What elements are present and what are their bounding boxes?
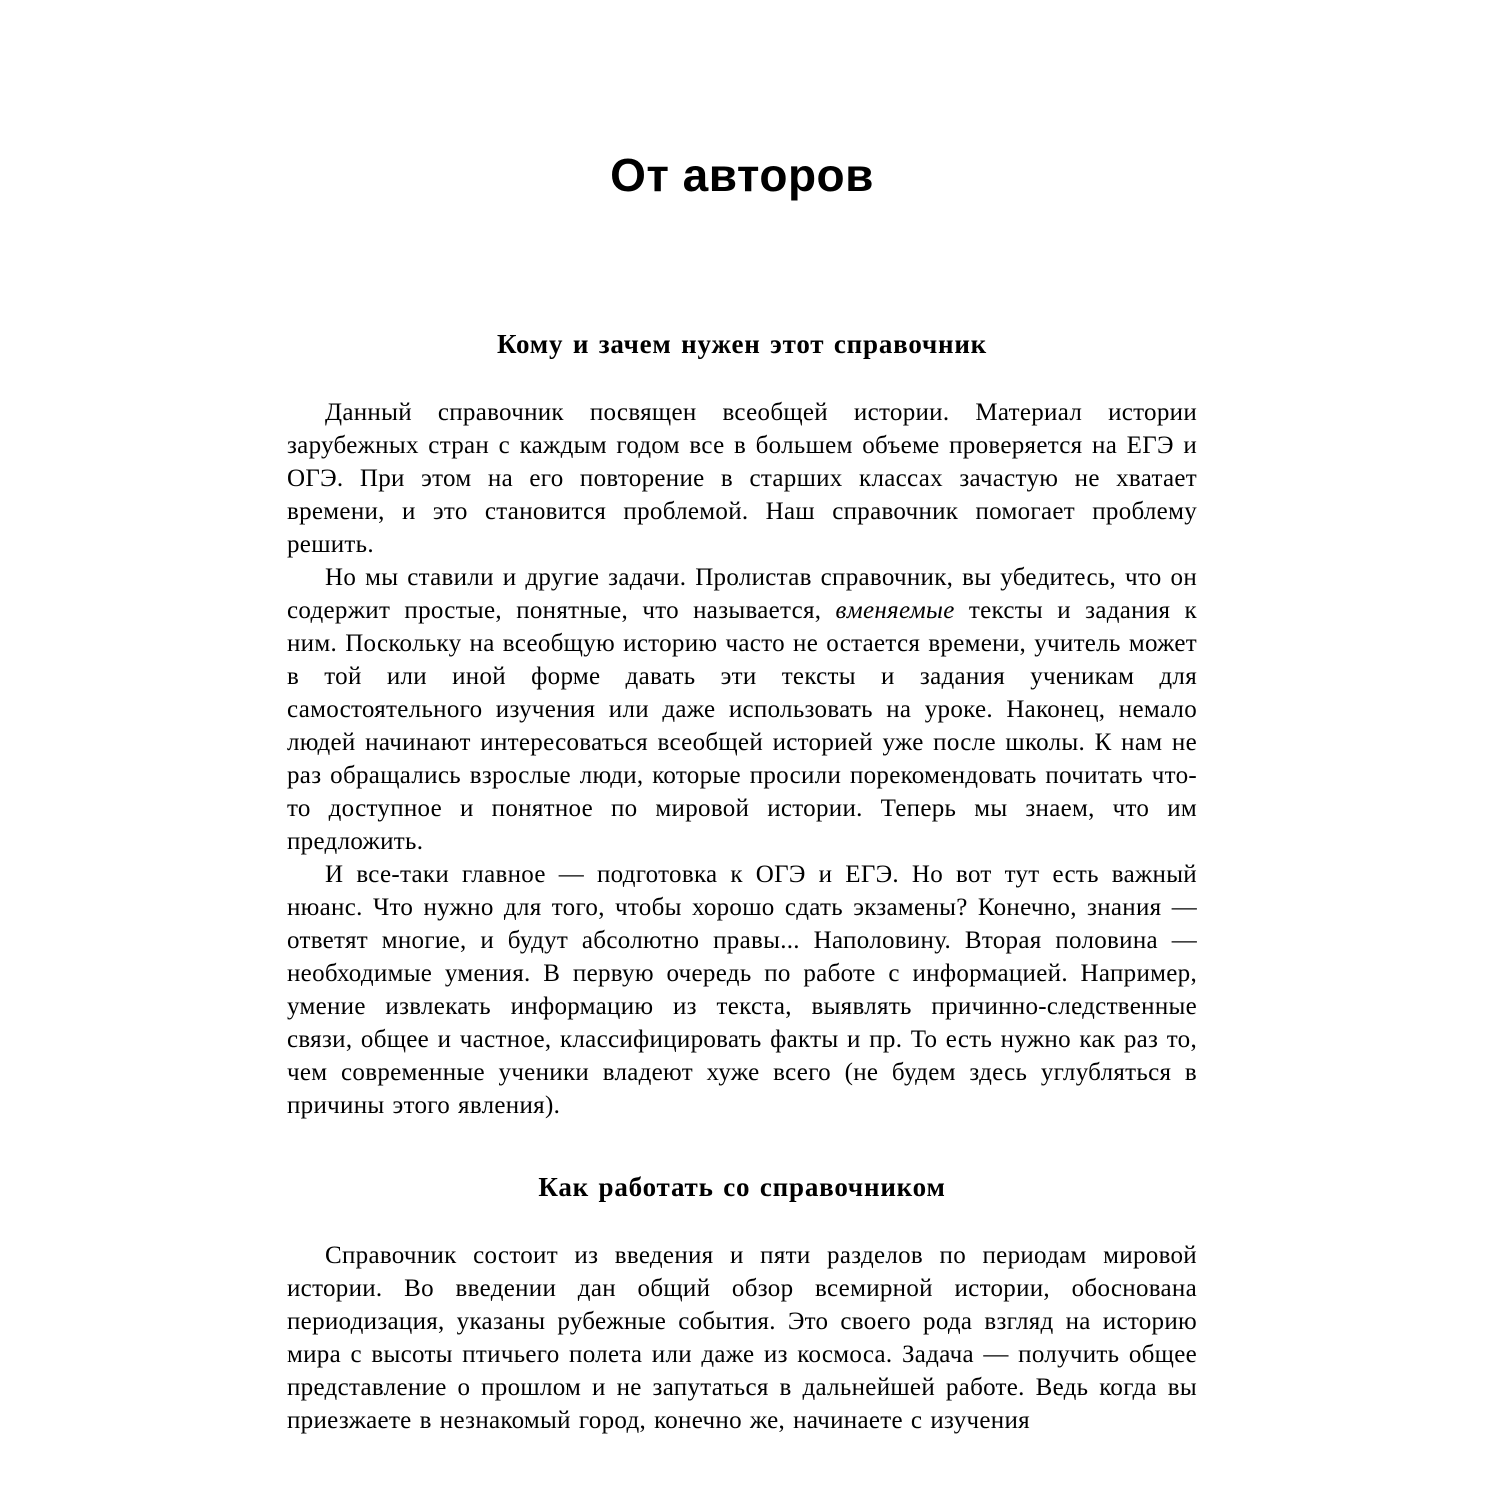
section-how-to-use-handbook	[287, 1172, 1197, 1437]
section-heading-how-to-use-handbook: Как работать со справочником	[538, 1171, 946, 1202]
book-page	[287, 0, 1197, 1437]
paragraph: И все-таки главное — подготовка к ОГЭ и ЕГЭ. Но вот тут есть важный нюанс. Что нужно для того, чтобы хорошо сдать экзамены? Конечно, знания — ответят многие, и будут абсолютно правы... Наполовину. Вторая половина — необходимые умения. В первую очередь по работе с информацией. Например, умение извлекать информацию из текста, выявлять причинно-следственные связи, общее и частное, классифицировать факты и пр. То есть нужно как раз то, чем современные ученики владеют хуже всего (не будем здесь углубляться в причины этого явления).	[287, 860, 1197, 1119]
text-run: тексты и задания к ним. Поскольку на всеобщую историю часто не остается времени, учитель может в той или иной форме давать эти тексты и задания ученикам для самостоятельного изучения или даже использовать на уроке. Наконец, немало людей начинают интересоваться всеобщей историей уже после школы. К нам не раз обращались взрослые люди, которые просили порекомендовать почитать что-то доступное и понятное по мировой истории. Теперь мы знаем, что им предложить.	[287, 596, 1197, 855]
text-run: Но мы ставили и другие задачи. Пролистав справочник, вы убедитесь, что он содержит простые, понятные, что называется,	[287, 563, 1197, 624]
page-title: От авторов	[610, 149, 874, 201]
section-who-needs-handbook	[287, 329, 1197, 1122]
paragraph: Данный справочник посвящен всеобщей истории. Материал истории зарубежных стран с каждым годом все в большем объеме проверяется на ЕГЭ и ОГЭ. При этом на его повторение в старших классах зачастую не хватает времени, и это становится проблемой. Наш справочник помогает проблему решить.	[287, 398, 1197, 558]
paragraph: Справочник состоит из введения и пяти разделов по периодам мировой истории. Во введении дан общий обзор всемирной истории, обоснована периодизация, указаны рубежные события. Это своего рода взгляд на историю мира с высоты птичьего полета или даже из космоса. Задача — получить общее представление о прошлом и не запутаться в дальнейшей работе. Ведь когда вы приезжаете в незнакомый город, конечно же, начинаете с изучения	[287, 1241, 1197, 1434]
paragraph	[287, 561, 1197, 858]
italic-text-run: вменяемые	[835, 596, 955, 624]
section-heading-who-needs-handbook: Кому и зачем нужен этот справочник	[496, 328, 988, 359]
